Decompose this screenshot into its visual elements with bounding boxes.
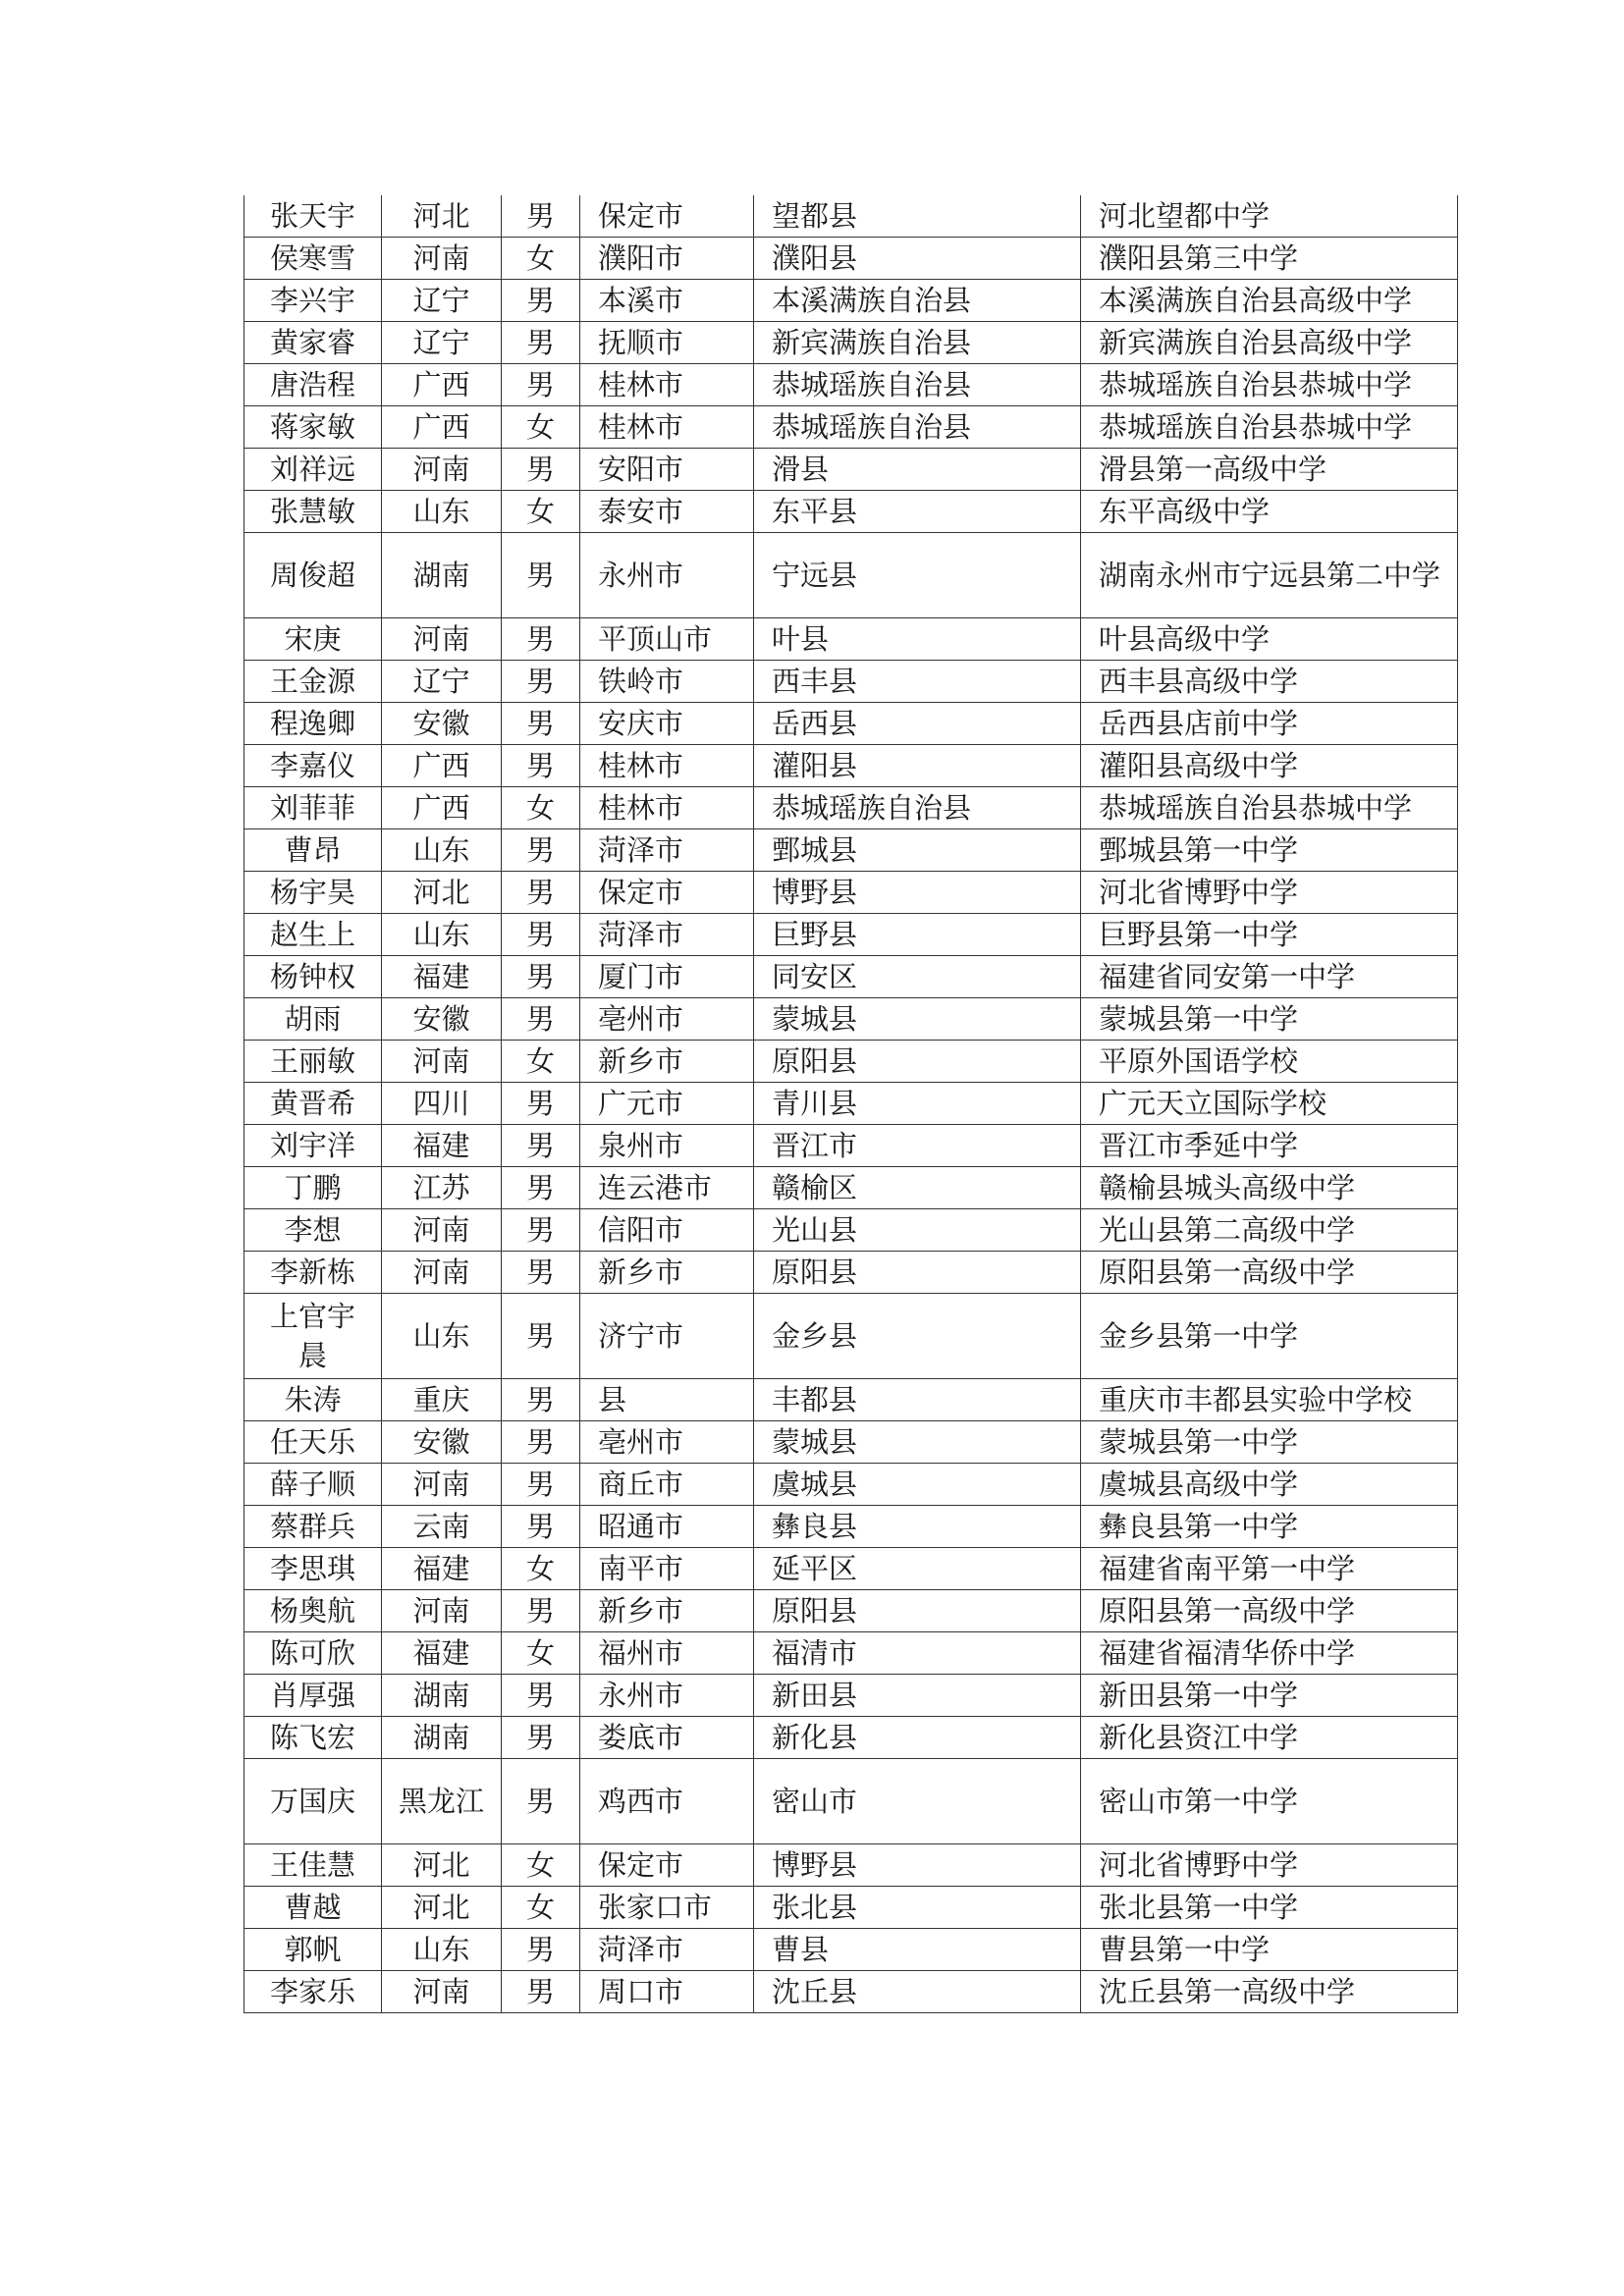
gender-cell: 男 (502, 1464, 580, 1506)
student-name-cell: 蒋家敏 (244, 406, 382, 449)
county-cell: 晋江市 (754, 1125, 1081, 1167)
city-cell: 昭通市 (580, 1506, 754, 1548)
city-cell: 菏泽市 (580, 1929, 754, 1971)
student-name-cell: 肖厚强 (244, 1675, 382, 1717)
city-cell: 亳州市 (580, 998, 754, 1041)
school-cell: 叶县高级中学 (1081, 618, 1458, 661)
table-row (244, 1887, 1458, 1929)
gender-cell: 男 (502, 1929, 580, 1971)
province-cell: 河南 (382, 1464, 502, 1506)
table-row (244, 1083, 1458, 1125)
county-cell: 光山县 (754, 1209, 1081, 1252)
table-row (244, 956, 1458, 998)
student-roster-table (244, 195, 1458, 2013)
school-cell: 河北望都中学 (1081, 195, 1458, 238)
school-cell: 新田县第一中学 (1081, 1675, 1458, 1717)
gender-cell: 男 (502, 322, 580, 364)
table-row (244, 491, 1458, 533)
gender-cell: 男 (502, 998, 580, 1041)
table-row (244, 533, 1458, 618)
student-name-cell: 杨宇昊 (244, 872, 382, 914)
county-cell: 灌阳县 (754, 745, 1081, 787)
school-cell: 滑县第一高级中学 (1081, 449, 1458, 491)
province-cell: 云南 (382, 1506, 502, 1548)
gender-cell: 男 (502, 1083, 580, 1125)
gender-cell: 男 (502, 1759, 580, 1844)
gender-cell: 男 (502, 914, 580, 956)
table-row (244, 745, 1458, 787)
student-name-cell: 张天宇 (244, 195, 382, 238)
table-row (244, 238, 1458, 280)
student-name-cell: 王金源 (244, 661, 382, 703)
gender-cell: 男 (502, 1125, 580, 1167)
school-cell: 濮阳县第三中学 (1081, 238, 1458, 280)
school-cell: 恭城瑶族自治县恭城中学 (1081, 787, 1458, 829)
gender-cell: 女 (502, 787, 580, 829)
county-cell: 金乡县 (754, 1294, 1081, 1379)
table-row (244, 1590, 1458, 1632)
province-cell: 山东 (382, 829, 502, 872)
table-row (244, 1167, 1458, 1209)
province-cell: 黑龙江 (382, 1759, 502, 1844)
county-cell: 蒙城县 (754, 1421, 1081, 1464)
city-cell: 新乡市 (580, 1041, 754, 1083)
province-cell: 河北 (382, 872, 502, 914)
student-name-cell: 黄家睿 (244, 322, 382, 364)
city-cell: 桂林市 (580, 745, 754, 787)
student-name-cell: 万国庆 (244, 1759, 382, 1844)
province-cell: 福建 (382, 1632, 502, 1675)
city-cell: 商丘市 (580, 1464, 754, 1506)
student-name-cell: 李思琪 (244, 1548, 382, 1590)
school-cell: 恭城瑶族自治县恭城中学 (1081, 406, 1458, 449)
student-name-cell: 陈可欣 (244, 1632, 382, 1675)
county-cell: 原阳县 (754, 1041, 1081, 1083)
student-name-cell: 侯寒雪 (244, 238, 382, 280)
city-cell: 永州市 (580, 533, 754, 618)
county-cell: 赣榆区 (754, 1167, 1081, 1209)
student-name-cell: 李嘉仪 (244, 745, 382, 787)
county-cell: 沈丘县 (754, 1971, 1081, 2013)
county-cell: 福清市 (754, 1632, 1081, 1675)
table-row (244, 1041, 1458, 1083)
gender-cell: 男 (502, 1421, 580, 1464)
county-cell: 博野县 (754, 872, 1081, 914)
roster-body (244, 195, 1458, 2013)
county-cell: 东平县 (754, 491, 1081, 533)
school-cell: 彝良县第一中学 (1081, 1506, 1458, 1548)
student-name-cell: 王佳慧 (244, 1844, 382, 1887)
student-name-cell: 王丽敏 (244, 1041, 382, 1083)
province-cell: 广西 (382, 745, 502, 787)
school-cell: 福建省同安第一中学 (1081, 956, 1458, 998)
province-cell: 河南 (382, 449, 502, 491)
school-cell: 湖南永州市宁远县第二中学 (1081, 533, 1458, 618)
table-row (244, 1252, 1458, 1294)
school-cell: 蒙城县第一中学 (1081, 998, 1458, 1041)
gender-cell: 女 (502, 1632, 580, 1675)
county-cell: 曹县 (754, 1929, 1081, 1971)
table-row (244, 1464, 1458, 1506)
gender-cell: 男 (502, 661, 580, 703)
county-cell: 本溪满族自治县 (754, 280, 1081, 322)
city-cell: 抚顺市 (580, 322, 754, 364)
province-cell: 安徽 (382, 703, 502, 745)
school-cell: 晋江市季延中学 (1081, 1125, 1458, 1167)
school-cell: 福建省福清华侨中学 (1081, 1632, 1458, 1675)
school-cell: 鄄城县第一中学 (1081, 829, 1458, 872)
city-cell: 保定市 (580, 195, 754, 238)
gender-cell: 男 (502, 1675, 580, 1717)
gender-cell: 男 (502, 618, 580, 661)
gender-cell: 男 (502, 829, 580, 872)
gender-cell: 男 (502, 1379, 580, 1421)
city-cell: 安阳市 (580, 449, 754, 491)
county-cell: 望都县 (754, 195, 1081, 238)
county-cell: 恭城瑶族自治县 (754, 406, 1081, 449)
school-cell: 恭城瑶族自治县恭城中学 (1081, 364, 1458, 406)
province-cell: 福建 (382, 956, 502, 998)
city-cell: 周口市 (580, 1971, 754, 2013)
student-name-cell: 刘菲菲 (244, 787, 382, 829)
table-row (244, 1971, 1458, 2013)
table-row (244, 661, 1458, 703)
city-cell: 平顶山市 (580, 618, 754, 661)
school-cell: 广元天立国际学校 (1081, 1083, 1458, 1125)
gender-cell: 男 (502, 872, 580, 914)
table-row (244, 872, 1458, 914)
province-cell: 河南 (382, 1590, 502, 1632)
gender-cell: 男 (502, 1590, 580, 1632)
province-cell: 重庆 (382, 1379, 502, 1421)
student-name-cell: 宋庚 (244, 618, 382, 661)
gender-cell: 男 (502, 745, 580, 787)
gender-cell: 男 (502, 1971, 580, 2013)
county-cell: 濮阳县 (754, 238, 1081, 280)
city-cell: 桂林市 (580, 364, 754, 406)
student-name-cell: 杨奥航 (244, 1590, 382, 1632)
gender-cell: 男 (502, 1294, 580, 1379)
county-cell: 博野县 (754, 1844, 1081, 1887)
table-row (244, 1844, 1458, 1887)
student-name-cell: 曹越 (244, 1887, 382, 1929)
county-cell: 原阳县 (754, 1252, 1081, 1294)
student-name-cell: 黄晋希 (244, 1083, 382, 1125)
province-cell: 河北 (382, 1844, 502, 1887)
county-cell: 恭城瑶族自治县 (754, 787, 1081, 829)
county-cell: 鄄城县 (754, 829, 1081, 872)
county-cell: 新田县 (754, 1675, 1081, 1717)
province-cell: 河南 (382, 1209, 502, 1252)
school-cell: 西丰县高级中学 (1081, 661, 1458, 703)
gender-cell: 男 (502, 195, 580, 238)
city-cell: 张家口市 (580, 1887, 754, 1929)
table-row (244, 1506, 1458, 1548)
table-row (244, 1548, 1458, 1590)
table-row (244, 1675, 1458, 1717)
city-cell: 濮阳市 (580, 238, 754, 280)
city-cell: 桂林市 (580, 406, 754, 449)
city-cell: 菏泽市 (580, 829, 754, 872)
school-cell: 蒙城县第一中学 (1081, 1421, 1458, 1464)
student-name-cell: 郭帆 (244, 1929, 382, 1971)
gender-cell: 女 (502, 491, 580, 533)
city-cell: 新乡市 (580, 1590, 754, 1632)
gender-cell: 男 (502, 364, 580, 406)
province-cell: 河北 (382, 1887, 502, 1929)
province-cell: 山东 (382, 914, 502, 956)
student-name-cell: 李兴宇 (244, 280, 382, 322)
province-cell: 山东 (382, 1929, 502, 1971)
table-row (244, 703, 1458, 745)
school-cell: 虞城县高级中学 (1081, 1464, 1458, 1506)
table-row (244, 1717, 1458, 1759)
city-cell: 桂林市 (580, 787, 754, 829)
table-row (244, 998, 1458, 1041)
school-cell: 岳西县店前中学 (1081, 703, 1458, 745)
province-cell: 河南 (382, 238, 502, 280)
province-cell: 广西 (382, 787, 502, 829)
table-row (244, 406, 1458, 449)
county-cell: 虞城县 (754, 1464, 1081, 1506)
school-cell: 福建省南平第一中学 (1081, 1548, 1458, 1590)
school-cell: 本溪满族自治县高级中学 (1081, 280, 1458, 322)
province-cell: 湖南 (382, 1717, 502, 1759)
gender-cell: 女 (502, 406, 580, 449)
city-cell: 新乡市 (580, 1252, 754, 1294)
province-cell: 河南 (382, 1041, 502, 1083)
province-cell: 山东 (382, 1294, 502, 1379)
gender-cell: 男 (502, 1506, 580, 1548)
gender-cell: 男 (502, 280, 580, 322)
student-name-cell: 朱涛 (244, 1379, 382, 1421)
student-name-cell: 陈飞宏 (244, 1717, 382, 1759)
county-cell: 青川县 (754, 1083, 1081, 1125)
province-cell: 湖南 (382, 533, 502, 618)
school-cell: 东平高级中学 (1081, 491, 1458, 533)
student-name-cell: 周俊超 (244, 533, 382, 618)
county-cell: 岳西县 (754, 703, 1081, 745)
gender-cell: 男 (502, 533, 580, 618)
province-cell: 广西 (382, 364, 502, 406)
city-cell: 娄底市 (580, 1717, 754, 1759)
school-cell: 密山市第一中学 (1081, 1759, 1458, 1844)
province-cell: 广西 (382, 406, 502, 449)
county-cell: 新宾满族自治县 (754, 322, 1081, 364)
gender-cell: 男 (502, 1209, 580, 1252)
county-cell: 恭城瑶族自治县 (754, 364, 1081, 406)
gender-cell: 男 (502, 449, 580, 491)
city-cell: 铁岭市 (580, 661, 754, 703)
student-name-cell: 蔡群兵 (244, 1506, 382, 1548)
table-row (244, 914, 1458, 956)
school-cell: 金乡县第一中学 (1081, 1294, 1458, 1379)
school-cell: 张北县第一中学 (1081, 1887, 1458, 1929)
student-name-cell: 上官宇晨 (244, 1294, 382, 1379)
city-cell: 菏泽市 (580, 914, 754, 956)
county-cell: 巨野县 (754, 914, 1081, 956)
county-cell: 叶县 (754, 618, 1081, 661)
school-cell: 巨野县第一中学 (1081, 914, 1458, 956)
school-cell: 新宾满族自治县高级中学 (1081, 322, 1458, 364)
province-cell: 河南 (382, 1971, 502, 2013)
school-cell: 河北省博野中学 (1081, 1844, 1458, 1887)
school-cell: 灌阳县高级中学 (1081, 745, 1458, 787)
student-name-cell: 杨钟权 (244, 956, 382, 998)
gender-cell: 女 (502, 1844, 580, 1887)
school-cell: 赣榆县城头高级中学 (1081, 1167, 1458, 1209)
county-cell: 新化县 (754, 1717, 1081, 1759)
gender-cell: 男 (502, 1252, 580, 1294)
student-name-cell: 丁鹏 (244, 1167, 382, 1209)
student-name-cell: 薛子顺 (244, 1464, 382, 1506)
student-name-cell: 胡雨 (244, 998, 382, 1041)
county-cell: 张北县 (754, 1887, 1081, 1929)
county-cell: 丰都县 (754, 1379, 1081, 1421)
province-cell: 辽宁 (382, 322, 502, 364)
county-cell: 原阳县 (754, 1590, 1081, 1632)
student-name-cell: 曹昂 (244, 829, 382, 872)
city-cell: 福州市 (580, 1632, 754, 1675)
city-cell: 永州市 (580, 1675, 754, 1717)
student-name-cell: 赵生上 (244, 914, 382, 956)
school-cell: 平原外国语学校 (1081, 1041, 1458, 1083)
table-row (244, 618, 1458, 661)
province-cell: 山东 (382, 491, 502, 533)
city-cell: 泰安市 (580, 491, 754, 533)
school-cell: 原阳县第一高级中学 (1081, 1252, 1458, 1294)
county-cell: 西丰县 (754, 661, 1081, 703)
school-cell: 曹县第一中学 (1081, 1929, 1458, 1971)
province-cell: 辽宁 (382, 661, 502, 703)
gender-cell: 女 (502, 1041, 580, 1083)
province-cell: 四川 (382, 1083, 502, 1125)
table-row (244, 829, 1458, 872)
table-row (244, 195, 1458, 238)
city-cell: 保定市 (580, 872, 754, 914)
city-cell: 连云港市 (580, 1167, 754, 1209)
table-row (244, 1632, 1458, 1675)
table-row (244, 280, 1458, 322)
school-cell: 光山县第二高级中学 (1081, 1209, 1458, 1252)
school-cell: 沈丘县第一高级中学 (1081, 1971, 1458, 2013)
table-row (244, 1294, 1458, 1379)
gender-cell: 男 (502, 703, 580, 745)
student-name-cell: 张慧敏 (244, 491, 382, 533)
city-cell: 亳州市 (580, 1421, 754, 1464)
table-row (244, 1209, 1458, 1252)
gender-cell: 女 (502, 1548, 580, 1590)
city-cell: 济宁市 (580, 1294, 754, 1379)
student-name-cell: 程逸卿 (244, 703, 382, 745)
student-name-cell: 唐浩程 (244, 364, 382, 406)
province-cell: 江苏 (382, 1167, 502, 1209)
county-cell: 滑县 (754, 449, 1081, 491)
county-cell: 密山市 (754, 1759, 1081, 1844)
city-cell: 县 (580, 1379, 754, 1421)
province-cell: 安徽 (382, 998, 502, 1041)
gender-cell: 男 (502, 1717, 580, 1759)
school-cell: 原阳县第一高级中学 (1081, 1590, 1458, 1632)
county-cell: 蒙城县 (754, 998, 1081, 1041)
table-row (244, 364, 1458, 406)
gender-cell: 男 (502, 1167, 580, 1209)
school-cell: 河北省博野中学 (1081, 872, 1458, 914)
student-name-cell: 李家乐 (244, 1971, 382, 2013)
table-row (244, 787, 1458, 829)
province-cell: 河南 (382, 1252, 502, 1294)
school-cell: 新化县资江中学 (1081, 1717, 1458, 1759)
city-cell: 鸡西市 (580, 1759, 754, 1844)
county-cell: 延平区 (754, 1548, 1081, 1590)
city-cell: 安庆市 (580, 703, 754, 745)
table-row (244, 1379, 1458, 1421)
city-cell: 保定市 (580, 1844, 754, 1887)
table-row (244, 1759, 1458, 1844)
province-cell: 福建 (382, 1548, 502, 1590)
table-row (244, 1929, 1458, 1971)
city-cell: 泉州市 (580, 1125, 754, 1167)
city-cell: 广元市 (580, 1083, 754, 1125)
table-row (244, 322, 1458, 364)
province-cell: 福建 (382, 1125, 502, 1167)
student-name-cell: 刘宇洋 (244, 1125, 382, 1167)
student-name-cell: 李新栋 (244, 1252, 382, 1294)
student-name-cell: 任天乐 (244, 1421, 382, 1464)
gender-cell: 男 (502, 956, 580, 998)
province-cell: 辽宁 (382, 280, 502, 322)
student-name-cell: 刘祥远 (244, 449, 382, 491)
gender-cell: 女 (502, 238, 580, 280)
table-row (244, 1125, 1458, 1167)
province-cell: 安徽 (382, 1421, 502, 1464)
gender-cell: 女 (502, 1887, 580, 1929)
city-cell: 本溪市 (580, 280, 754, 322)
province-cell: 河北 (382, 195, 502, 238)
province-cell: 河南 (382, 618, 502, 661)
school-cell: 重庆市丰都县实验中学校 (1081, 1379, 1458, 1421)
county-cell: 宁远县 (754, 533, 1081, 618)
table-row (244, 449, 1458, 491)
table-row (244, 1421, 1458, 1464)
county-cell: 彝良县 (754, 1506, 1081, 1548)
city-cell: 信阳市 (580, 1209, 754, 1252)
city-cell: 南平市 (580, 1548, 754, 1590)
province-cell: 湖南 (382, 1675, 502, 1717)
city-cell: 厦门市 (580, 956, 754, 998)
county-cell: 同安区 (754, 956, 1081, 998)
student-name-cell: 李想 (244, 1209, 382, 1252)
